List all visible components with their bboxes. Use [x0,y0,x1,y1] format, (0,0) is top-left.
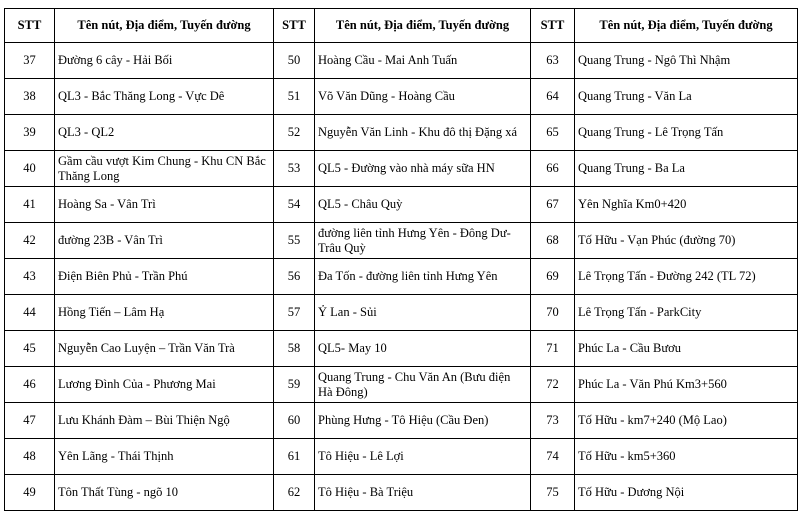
location-cell: Hoàng Sa - Vân Trì [55,187,274,223]
stt-cell: 56 [274,259,315,295]
table-row [5,115,798,151]
stt-cell: 39 [5,115,55,151]
header-name-1: Tên nút, Địa điểm, Tuyến đường [55,9,274,43]
stt-cell: 70 [531,295,575,331]
table-header-row [5,9,798,43]
header-stt-3: STT [531,9,575,43]
stt-cell: 57 [274,295,315,331]
table-row [5,43,798,79]
stt-cell: 62 [274,475,315,511]
stt-cell: 66 [531,151,575,187]
location-cell: Tô Hiệu - Lê Lợi [315,439,531,475]
document-page [4,8,798,511]
location-cell: Lưu Khánh Đàm – Bùi Thiện Ngộ [55,403,274,439]
location-cell: Lê Trọng Tấn - Đường 242 (TL 72) [575,259,798,295]
location-cell: Quang Trung - Văn La [575,79,798,115]
location-cell: Ỷ Lan - Sủi [315,295,531,331]
location-cell: QL5 - Đường vào nhà máy sữa HN [315,151,531,187]
stt-cell: 41 [5,187,55,223]
stt-cell: 52 [274,115,315,151]
stt-cell: 53 [274,151,315,187]
location-cell: Quang Trung - Chu Văn An (Bưu điện Hà Đông) [315,367,531,403]
stt-cell: 75 [531,475,575,511]
table-row [5,151,798,187]
stt-cell: 71 [531,331,575,367]
stt-cell: 72 [531,367,575,403]
stt-cell: 50 [274,43,315,79]
table-row [5,295,798,331]
location-cell: đường liên tỉnh Hưng Yên - Đông Dư-Trâu Quỳ [315,223,531,259]
location-cell: Tô Hiệu - Bà Triệu [315,475,531,511]
location-cell: Đa Tốn - đường liên tỉnh Hưng Yên [315,259,531,295]
stt-cell: 61 [274,439,315,475]
stt-cell: 60 [274,403,315,439]
stt-cell: 73 [531,403,575,439]
stt-cell: 54 [274,187,315,223]
table-row [5,331,798,367]
location-cell: Phúc La - Cầu Bươu [575,331,798,367]
location-cell: Tố Hữu - km5+360 [575,439,798,475]
stt-cell: 59 [274,367,315,403]
table-row [5,79,798,115]
stt-cell: 46 [5,367,55,403]
stt-cell: 51 [274,79,315,115]
stt-cell: 64 [531,79,575,115]
location-cell: Phúc La - Văn Phú Km3+560 [575,367,798,403]
stt-cell: 68 [531,223,575,259]
location-cell: Gầm cầu vượt Kim Chung - Khu CN Bắc Thăng Long [55,151,274,187]
location-cell: Hoàng Cầu - Mai Anh Tuấn [315,43,531,79]
location-cell: QL3 - QL2 [55,115,274,151]
stt-cell: 38 [5,79,55,115]
stt-cell: 65 [531,115,575,151]
table-row [5,367,798,403]
table-row [5,439,798,475]
location-cell: Hồng Tiến – Lâm Hạ [55,295,274,331]
location-cell: Yên Lãng - Thái Thịnh [55,439,274,475]
location-cell: Phùng Hưng - Tô Hiệu (Cầu Đen) [315,403,531,439]
table-row [5,259,798,295]
location-cell: QL5 - Châu Quỳ [315,187,531,223]
location-cell: Lương Đình Của - Phương Mai [55,367,274,403]
location-cell: Yên Nghĩa Km0+420 [575,187,798,223]
header-name-3: Tên nút, Địa điểm, Tuyến đường [575,9,798,43]
stt-cell: 69 [531,259,575,295]
location-cell: Lê Trọng Tấn - ParkCity [575,295,798,331]
location-cell: đường 23B - Vân Trì [55,223,274,259]
stt-cell: 67 [531,187,575,223]
location-cell: Quang Trung - Ba La [575,151,798,187]
location-cell: Tố Hữu - Vạn Phúc (đường 70) [575,223,798,259]
stt-cell: 45 [5,331,55,367]
stt-cell: 43 [5,259,55,295]
location-cell: QL5- May 10 [315,331,531,367]
stt-cell: 74 [531,439,575,475]
header-stt-2: STT [274,9,315,43]
stt-cell: 55 [274,223,315,259]
location-cell: Nguyễn Cao Luyện – Trần Văn Trà [55,331,274,367]
stt-cell: 40 [5,151,55,187]
location-cell: Nguyễn Văn Linh - Khu đô thị Đặng xá [315,115,531,151]
header-stt-1: STT [5,9,55,43]
table-row [5,475,798,511]
stt-cell: 58 [274,331,315,367]
stt-cell: 44 [5,295,55,331]
stt-cell: 48 [5,439,55,475]
location-cell: Quang Trung - Ngô Thì Nhậm [575,43,798,79]
location-cell: Điện Biên Phủ - Trần Phú [55,259,274,295]
table-row [5,403,798,439]
location-cell: Tôn Thất Tùng - ngõ 10 [55,475,274,511]
stt-cell: 63 [531,43,575,79]
stt-cell: 37 [5,43,55,79]
location-cell: Tố Hữu - km7+240 (Mộ Lao) [575,403,798,439]
stt-cell: 47 [5,403,55,439]
location-cell: Đường 6 cây - Hải Bối [55,43,274,79]
header-name-2: Tên nút, Địa điểm, Tuyến đường [315,9,531,43]
table-row [5,223,798,259]
location-cell: Quang Trung - Lê Trọng Tấn [575,115,798,151]
table-row [5,187,798,223]
intersection-table [4,8,798,511]
stt-cell: 42 [5,223,55,259]
location-cell: Võ Văn Dũng - Hoàng Cầu [315,79,531,115]
stt-cell: 49 [5,475,55,511]
location-cell: QL3 - Bắc Thăng Long - Vực Dê [55,79,274,115]
location-cell: Tố Hữu - Dương Nội [575,475,798,511]
